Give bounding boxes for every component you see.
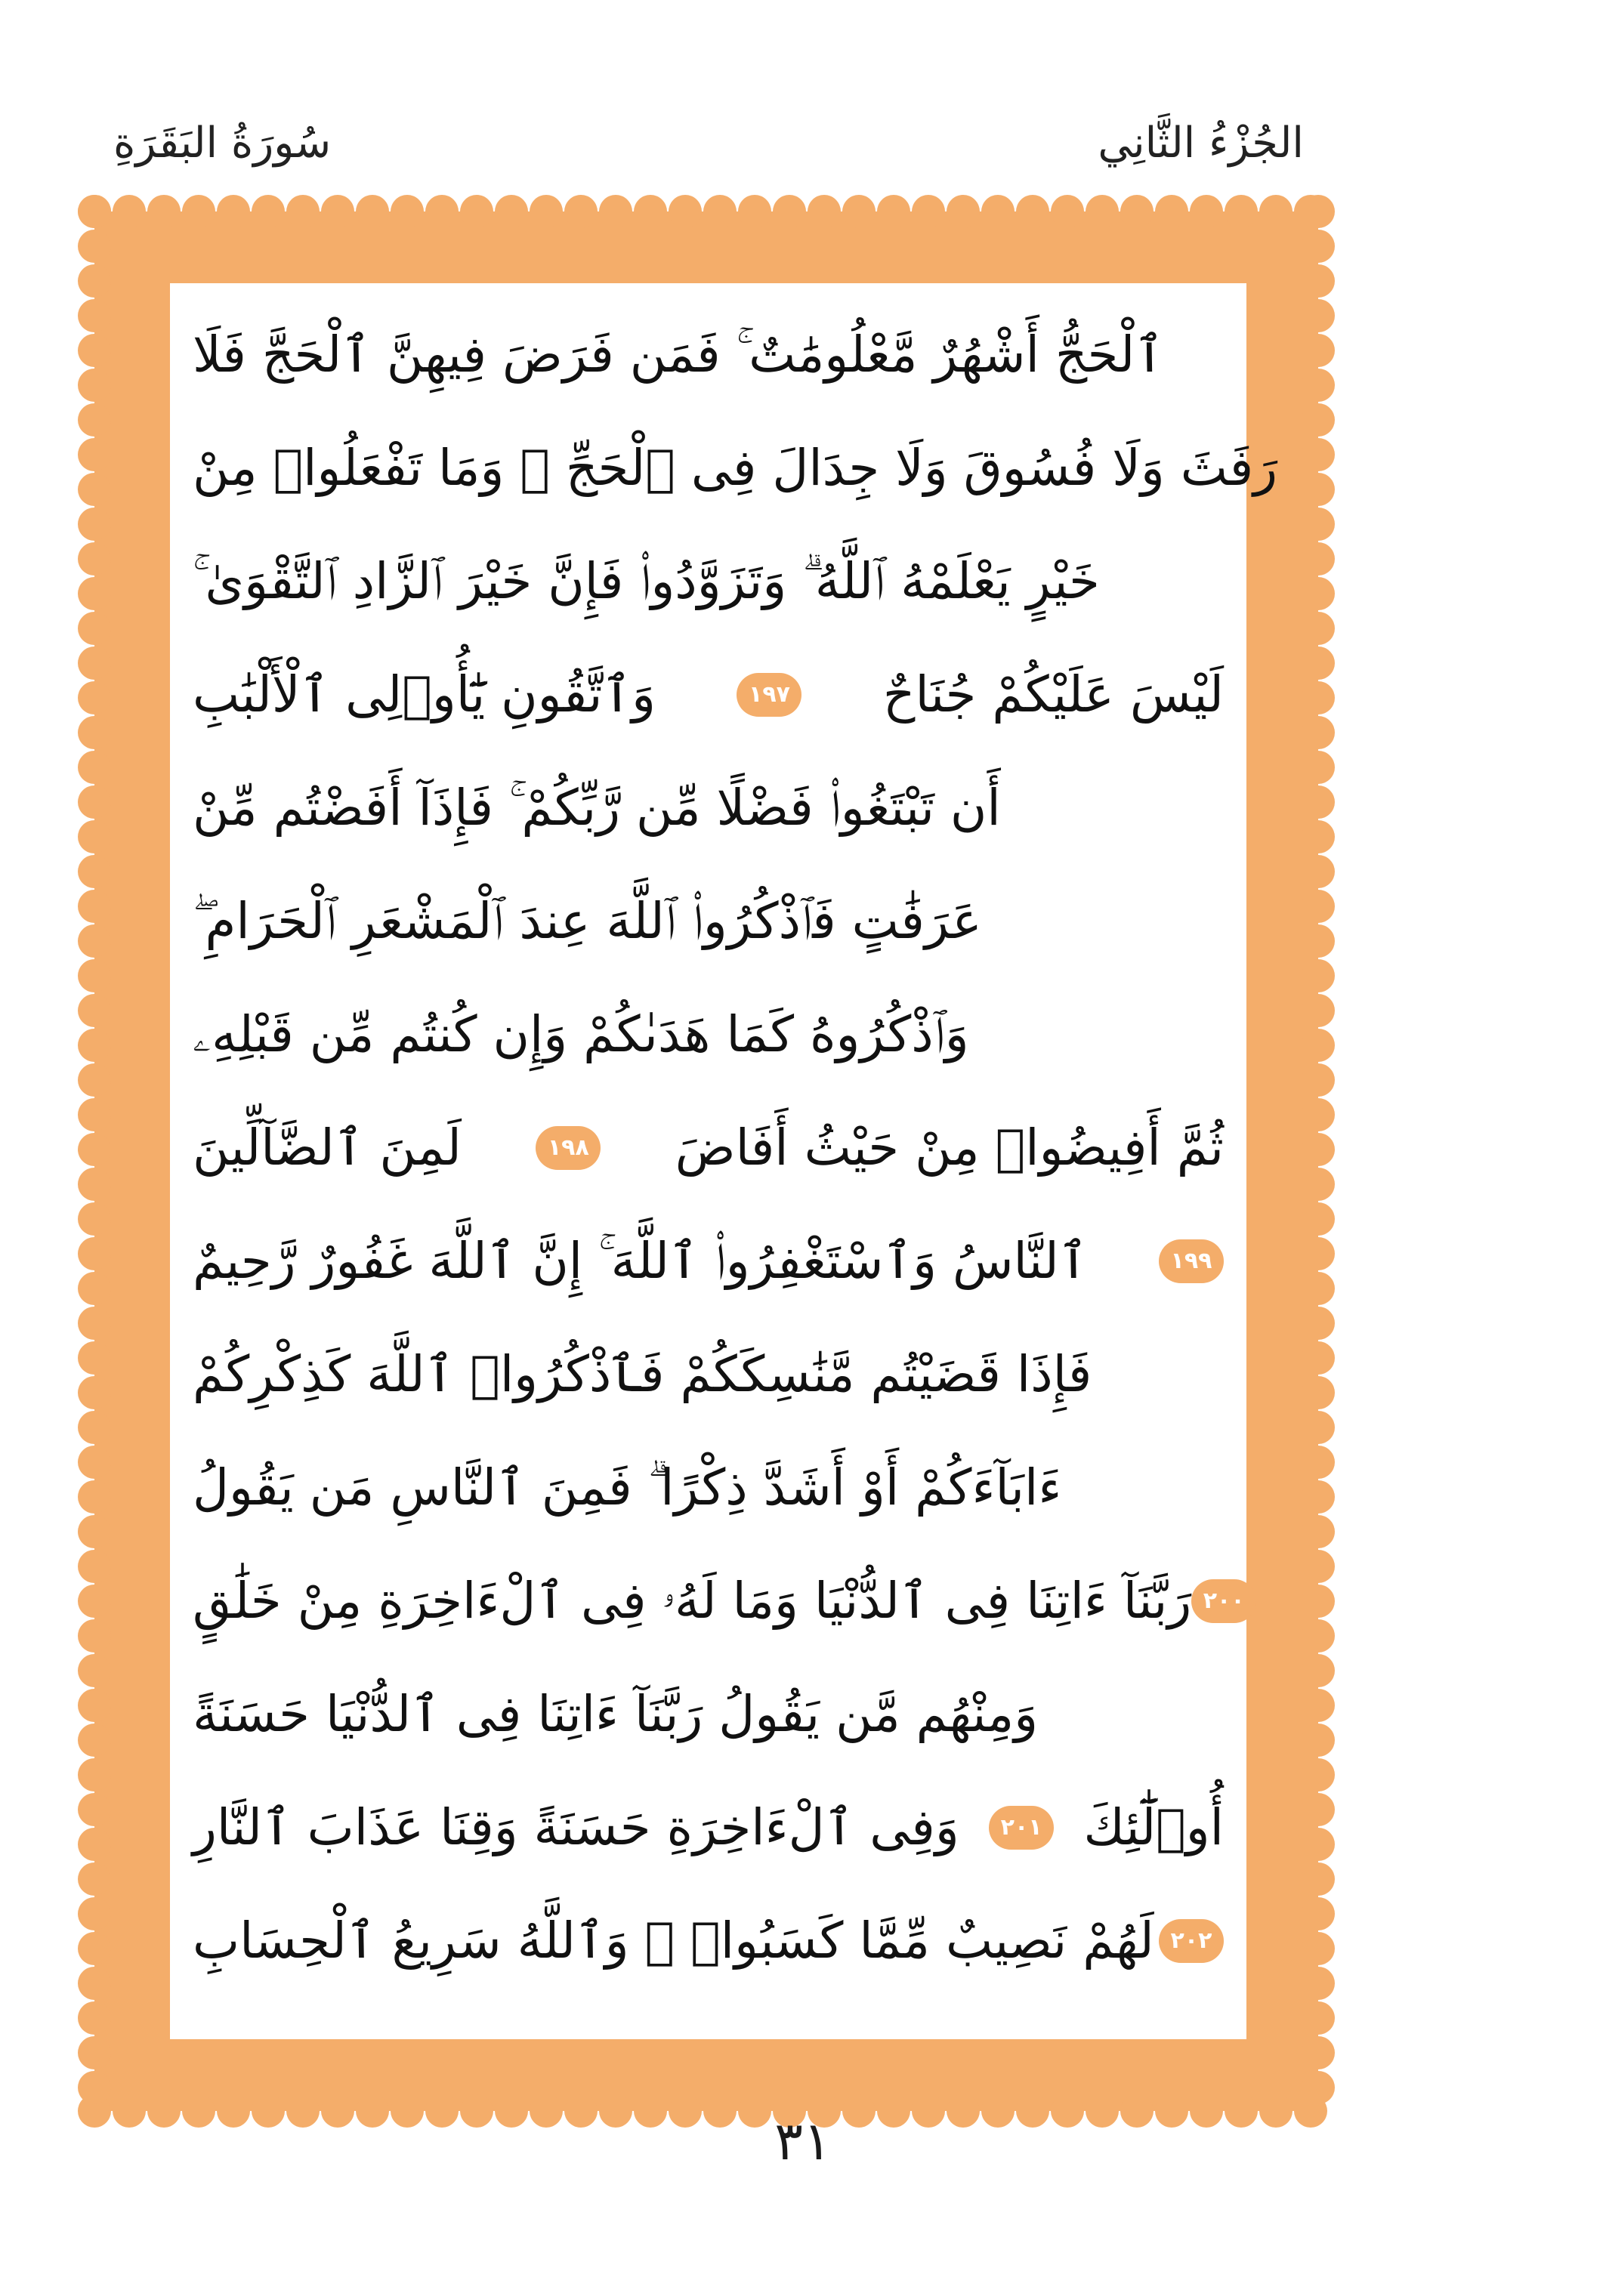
frame-scallop [1302,334,1335,367]
frame-scallop [877,195,910,228]
frame-scallop [78,1932,111,1965]
frame-scallop [703,195,737,228]
frame-scallop [78,1098,111,1131]
verse-line [193,1545,1245,1658]
frame-scallop [1302,369,1335,402]
frame-scallop [1302,1341,1335,1375]
frame-scallop [78,577,111,610]
frame-scallop [78,542,111,576]
verse-line [193,1884,1224,1998]
frame-scallop [1302,1897,1335,1930]
verse-line [193,1205,1224,1318]
frame-scallop [1302,924,1335,958]
frame-scallop [1302,716,1335,749]
verse-text-segment: وَٱذْكُرُوهُ كَمَا هَدَىٰكُمْ وَإِن كُنتُم مِّن قَبْلِهِۦ [193,1005,969,1063]
frame-scallop [1302,230,1335,263]
frame-scallop [1302,1862,1335,1896]
frame-scallop [356,195,389,228]
frame-scallop [1302,612,1335,645]
frame-scallop [78,855,111,888]
frame-scallop [78,1307,111,1340]
frame-scallop [78,681,111,714]
frame-scallop [182,195,215,228]
verse-text-segment: وَفِى ٱلْءَاخِرَةِ حَسَنَةً وَقِنَا عَذَابَ ٱلنَّارِ [193,1798,959,1856]
verse-text-segment: فَإِذَا قَضَيْتُم مَّنَٰسِكَكُمْ فَٱذْكُرُوا۟ ٱللَّهَ كَذِكْرِكُمْ [193,1345,1092,1403]
frame-scallop [1302,681,1335,714]
frame-scallop [78,647,111,680]
verse-line [193,525,1224,638]
verse-line [193,1318,1224,1431]
frame-scallop [321,195,354,228]
verse-text-segment: لَيْسَ عَلَيْكُمْ جُنَاحٌ [882,665,1224,724]
frame-scallop [1302,1029,1335,1062]
frame-scallop [78,1654,111,1687]
frame-scallop [78,1341,111,1375]
frame-scallop [599,195,632,228]
frame-scallop [1016,195,1049,228]
frame-scallop [1302,1272,1335,1305]
verse-text-segment: عَرَفَٰتٍ فَٱذْكُرُوا۟ ٱللَّهَ عِندَ ٱلْمَشْعَرِ ٱلْحَرَامِ ۖ [193,892,982,950]
verse-text-segment: أَن تَبْتَغُوا۟ فَضْلًا مِّن رَّبِّكُمْ ۚ فَإِذَآ أَفَضْتُم مِّنْ [193,779,1001,837]
frame-scallop [217,195,250,228]
frame-scallop [1302,1654,1335,1687]
frame-scallop [1120,195,1154,228]
verse-text-segment: ٱلنَّاسُ وَٱسْتَغْفِرُوا۟ ٱللَّهَ ۚ إِنَّ ٱللَّهَ غَفُورٌ رَّحِيمٌ [193,1232,1089,1290]
frame-scallop [78,1202,111,1236]
frame-scallop [495,195,528,228]
frame-scallop [78,1272,111,1305]
frame-scallop [530,195,563,228]
verse-line [193,751,1224,865]
ayah-number-marker: ١٩٧ [737,673,801,717]
frame-scallop [1302,195,1335,228]
frame-scallop [1302,299,1335,332]
quran-text-panel [170,283,1278,2039]
juz-title: الجُزْءُ الثَّانِي [1098,119,1304,168]
frame-scallop [1302,1550,1335,1583]
verse-line [193,1091,1224,1205]
frame-scallop [773,195,806,228]
frame-scallop [1302,1133,1335,1166]
frame-scallop [1302,647,1335,680]
frame-scallop [78,1758,111,1791]
frame-scallop [669,195,702,228]
frame-scallop [78,924,111,958]
verse-text-segment: رَبَّنَآ ءَاتِنَا فِى ٱلدُّنْيَا وَمَا لَهُۥ فِى ٱلْءَاخِرَةِ مِنْ خَلَٰقٍ [193,1572,1192,1630]
frame-scallop [1302,751,1335,784]
frame-scallop [1302,1932,1335,1965]
frame-scallop [78,195,111,228]
frame-scallop [78,334,111,367]
ayah-number-marker: ٢٠١ [989,1806,1054,1850]
frame-scallop [78,1550,111,1583]
verse-line [193,298,1224,412]
frame-scallop [1051,195,1084,228]
frame-scallop [1302,1480,1335,1514]
frame-scallop [78,1480,111,1514]
verse-text-segment: ثُمَّ أَفِيضُوا۟ مِنْ حَيْثُ أَفَاضَ [675,1119,1224,1177]
frame-scallop [1302,785,1335,819]
frame-scallop [78,1411,111,1444]
frame-scallop [1302,264,1335,298]
frame-scallop [738,195,771,228]
frame-scallop [842,195,876,228]
frame-scallop [1302,2001,1335,2035]
frame-scallop [1302,820,1335,853]
frame-scallop [1302,1689,1335,1722]
frame-scallop [1086,195,1119,228]
frame-scallop [1302,1411,1335,1444]
frame-scallop [1302,1619,1335,1653]
frame-scallop [1302,1202,1335,1236]
frame-scallop [1302,438,1335,471]
frame-scallop [1302,1793,1335,1826]
frame-scallop [1225,195,1258,228]
frame-scallop [78,1133,111,1166]
frame-scallop [1302,577,1335,610]
frame-scallop [78,994,111,1027]
frame-scallop [1302,1307,1335,1340]
frame-scallop [1302,1376,1335,1409]
frame-scallop [78,1376,111,1409]
frame-scallop [1302,1168,1335,1201]
frame-scallop [252,195,285,228]
frame-scallop [981,195,1015,228]
verse-text-segment: ٱلْحَجُّ أَشْهُرٌ مَّعْلُومَٰتٌ ۚ فَمَن فَرَضَ فِيهِنَّ ٱلْحَجَّ فَلَا [193,326,1164,384]
verse-line [193,1658,1224,1771]
frame-scallop [912,195,945,228]
frame-scallop [1302,1758,1335,1791]
verse-text-segment: لَهُمْ نَصِيبٌ مِّمَّا كَسَبُوا۟ ۚ وَٱللَّهُ سَرِيعُ ٱلْحِسَابِ [193,1912,1154,1970]
verse-text-segment: وَمِنْهُم مَّن يَقُولُ رَبَّنَآ ءَاتِنَا فِى ٱلدُّنْيَا حَسَنَةً [193,1685,1039,1743]
frame-scallop [78,1237,111,1270]
frame-scallop [78,785,111,819]
verse-text-segment: ءَابَآءَكُمْ أَوْ أَشَدَّ ذِكْرًا ۗ فَمِنَ ٱلنَّاسِ مَن يَقُولُ [193,1458,1062,1517]
frame-scallop [1302,403,1335,437]
frame-scallop [78,1029,111,1062]
frame-scallop [1302,2071,1335,2104]
frame-scallop [78,1862,111,1896]
frame-scallop [78,1897,111,1930]
verse-text-segment: وَٱتَّقُونِ يَٰٓأُو۟لِى ٱلْأَلْبَٰبِ [193,665,656,724]
frame-scallop [78,890,111,923]
frame-scallop [1259,195,1293,228]
frame-scallop [1302,1237,1335,1270]
verse-line [193,638,1224,751]
frame-scallop [78,820,111,853]
ayah-number-marker: ٢٠٠ [1191,1579,1256,1623]
surah-title: سُورَةُ البَقَرَةِ [113,119,332,168]
verse-line [193,1771,1224,1884]
frame-scallop [78,2036,111,2069]
frame-scallop [286,195,320,228]
verse-text-segment: خَيْرٍ يَعْلَمْهُ ٱللَّهُ ۗ وَتَزَوَّدُوا۟ فَإِنَّ خَيْرَ ٱلزَّادِ ٱلتَّقْوَىٰ ۚ [193,552,1100,610]
frame-scallop [460,195,493,228]
frame-scallop [78,1619,111,1653]
page-number: ٣١ [774,2110,832,2172]
frame-scallop [78,1967,111,2000]
frame-scallop [78,716,111,749]
frame-scallop [78,612,111,645]
verse-line [193,1431,1224,1545]
verse-text-segment: لَمِنَ ٱلضَّآلِّينَ [193,1119,462,1177]
frame-scallop [1302,1515,1335,1548]
frame-scallop [1302,1585,1335,1618]
frame-scallop [78,508,111,541]
frame-scallop [1302,1446,1335,1479]
frame-scallop [1302,508,1335,541]
ayah-number-marker: ١٩٩ [1159,1239,1224,1283]
verse-line [193,412,1278,525]
frame-scallop [78,2001,111,2035]
frame-scallop [78,403,111,437]
frame-scallop [808,195,841,228]
frame-scallop [1302,994,1335,1027]
frame-scallop [1302,1063,1335,1097]
ayah-number-marker: ١٩٨ [536,1126,601,1170]
frame-scallop [634,195,667,228]
frame-scallop [147,195,181,228]
frame-scallop [78,473,111,506]
verse-line [193,865,1224,978]
frame-scallop [78,1063,111,1097]
frame-scallop [78,1793,111,1826]
frame-scallop [78,1689,111,1722]
frame-scallop [78,369,111,402]
frame-scallop [78,751,111,784]
frame-scallop [78,959,111,992]
frame-scallop [1302,1828,1335,1861]
frame-scallop [1302,1098,1335,1131]
frame-scallop [113,195,146,228]
frame-scallop [78,1446,111,1479]
frame-scallop [1302,2036,1335,2069]
frame-scallop [1302,1724,1335,1757]
frame-scallop [1302,542,1335,576]
frame-scallop [78,438,111,471]
frame-scallop [947,195,980,228]
frame-scallop [391,195,424,228]
verse-text-segment: رَفَثَ وَلَا فُسُوقَ وَلَا جِدَالَ فِى ٱلْحَجِّ ۗ وَمَا تَفْعَلُوا۟ مِنْ [193,439,1278,497]
frame-scallop [78,1828,111,1861]
frame-scallop [78,1515,111,1548]
frame-scallop [1302,1967,1335,2000]
frame-scallop [564,195,598,228]
frame-scallop [1302,959,1335,992]
frame-scallop [78,230,111,263]
ayah-number-marker: ٢٠٢ [1159,1919,1224,1963]
frame-scallop [425,195,459,228]
frame-scallop [78,2071,111,2104]
frame-scallop [1302,855,1335,888]
frame-scallop [1155,195,1188,228]
verse-line [193,978,1224,1091]
frame-scallop [1190,195,1223,228]
frame-scallop [1302,890,1335,923]
frame-scallop [78,299,111,332]
frame-scallop [78,264,111,298]
frame-scallop [78,1724,111,1757]
verse-text-segment: أُو۟لَٰٓئِكَ [1083,1798,1224,1856]
frame-scallop [78,1585,111,1618]
frame-scallop [78,1168,111,1201]
frame-scallop [1302,473,1335,506]
